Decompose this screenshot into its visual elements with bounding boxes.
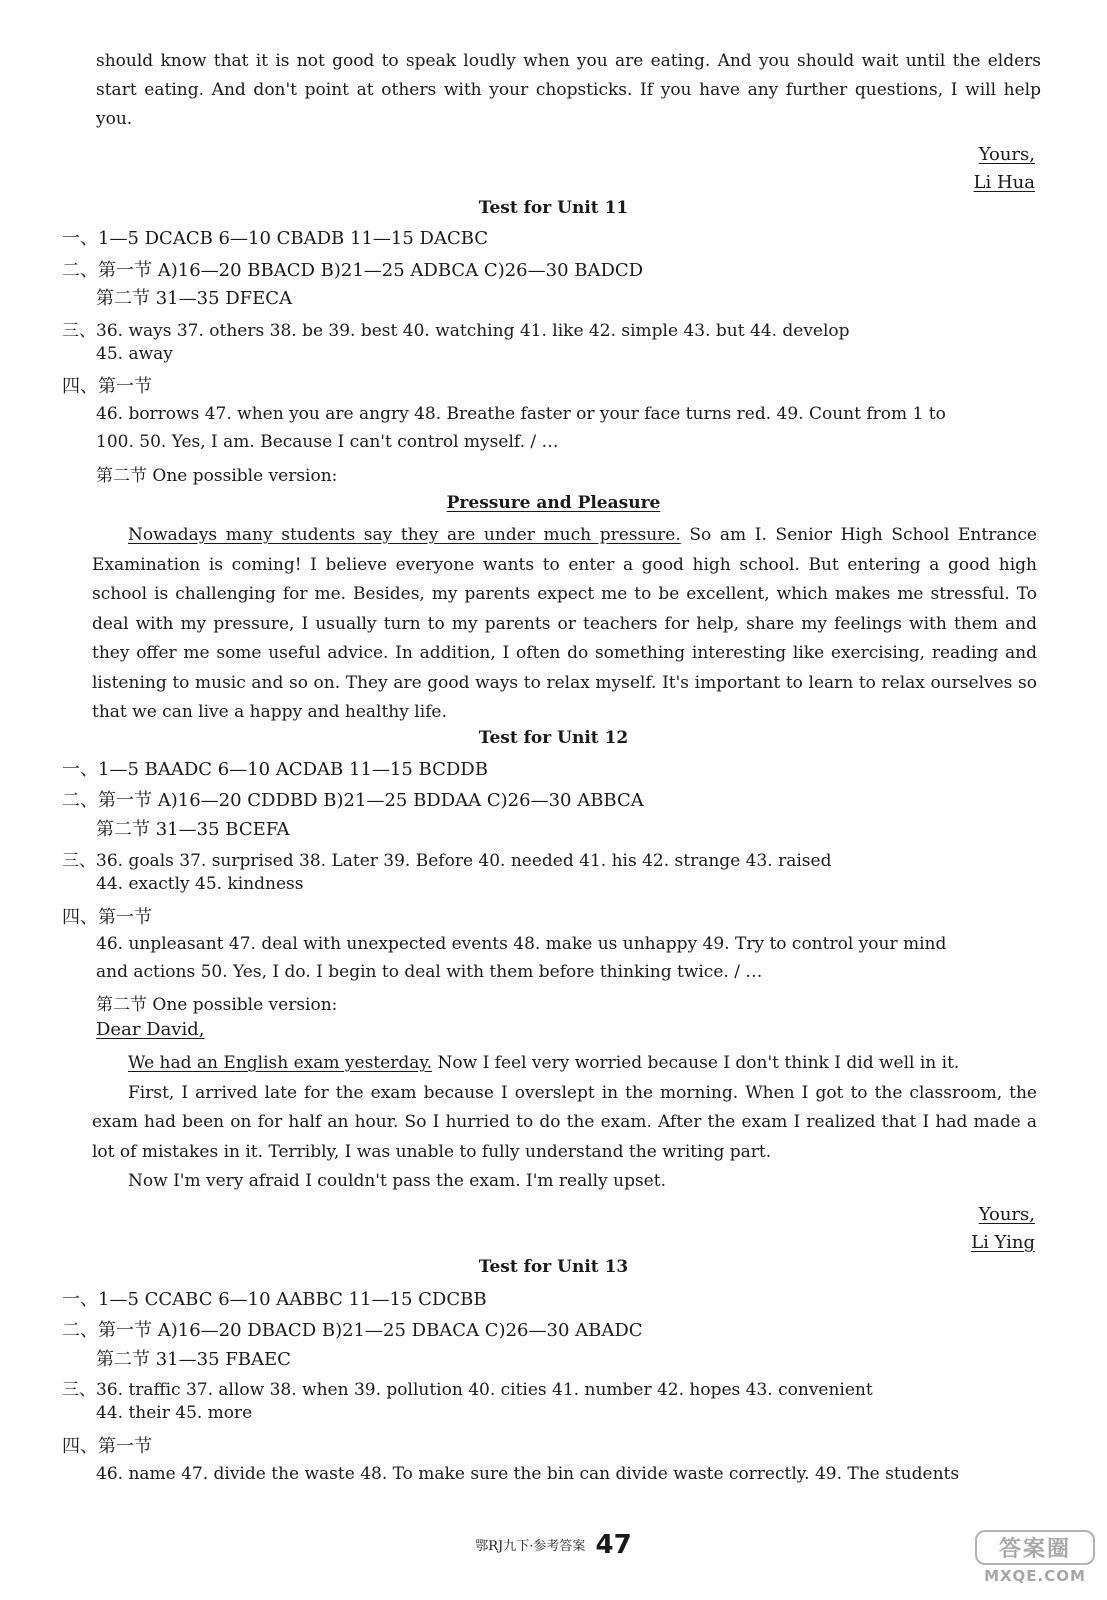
answers-part4-section1-heading: 四、第一节 — [62, 907, 152, 928]
answers-part4-line1: 46. borrows 47. when you are angry 48. Breathe faster or your face turns red. 49. Count from 1 to — [96, 404, 946, 424]
page-footer — [0, 1530, 1107, 1560]
letter-p1-rest: Now I feel very worried because I don't think I did well in it. — [432, 1053, 960, 1073]
letter-paragraph-3: Now I'm very afraid I couldn't pass the exam. I'm really upset. — [128, 1171, 666, 1191]
section-title-unit-11: Test for Unit 11 — [478, 198, 629, 218]
site-watermark — [975, 1530, 1095, 1592]
answers-part3: 三、36. goals 37. surprised 38. Later 39. Before 40. needed 41. his 42. strange 43. raised — [62, 851, 832, 871]
answers-part3: 三、36. ways 37. others 38. be 39. best 40. watching 41. like 42. simple 43. but 44. develop — [62, 321, 850, 341]
answers-part4-line2: and actions 50. Yes, I do. I begin to deal with them before thinking twice. / … — [96, 962, 763, 982]
letter-body — [92, 1049, 1037, 1197]
signer-name: Li Ying — [971, 1232, 1035, 1253]
letter-salutation: Dear David, — [96, 1019, 205, 1040]
answers-part3-cont: 44. their 45. more — [96, 1403, 253, 1423]
page-number: 47 — [595, 1530, 632, 1560]
answers-part4-section1-heading: 四、第一节 — [62, 1436, 152, 1457]
essay-first-sentence: Nowadays many students say they are under much pressure. — [128, 525, 681, 545]
footer-label: 鄂RJ九下·参考答案 — [475, 1539, 586, 1554]
answers-part1: 一、1—5 CCABC 6—10 AABBC 11—15 CDCBB — [62, 1289, 487, 1310]
answers-part2-section1: 二、第一节 A)16—20 CDDBD B)21—25 BDDAA C)26—30 ABBCA — [62, 790, 644, 811]
essay-title: Pressure and Pleasure — [446, 493, 661, 513]
essay-body — [92, 521, 1037, 728]
answers-part3-cont: 45. away — [96, 344, 173, 364]
letter-paragraph-2: First, I arrived late for the exam because I overslept in the morning. When I got to the classroom, the exam had been on for half an hour. So I hurried to do the exam. After the exam I realized that I had made a lot of mistakes in it. Terribly, I was unable to fully understand the writing part. — [92, 1082, 1037, 1162]
letter-first-sentence: We had an English exam yesterday. — [128, 1053, 433, 1073]
answers-part4-line1: 46. unpleasant 47. deal with unexpected events 48. make us unhappy 49. Try to control your mind — [96, 934, 947, 954]
closing: Yours, — [978, 1204, 1035, 1225]
signature-block — [971, 1201, 1035, 1257]
closing: Yours, — [978, 144, 1035, 165]
answers-part2-section1: 二、第一节 A)16—20 BBACD B)21—25 ADBCA C)26—30 BADCD — [62, 260, 644, 281]
section-title-unit-12: Test for Unit 12 — [478, 728, 629, 748]
signer-name: Li Hua — [973, 172, 1035, 193]
answers-part4-section2-heading: 第二节 One possible version: — [96, 995, 338, 1015]
answers-part2-section1: 二、第一节 A)16—20 DBACD B)21—25 DBACA C)26—30 ABADC — [62, 1320, 643, 1341]
answers-part3-cont: 44. exactly 45. kindness — [96, 874, 304, 894]
answers-part3: 三、36. traffic 37. allow 38. when 39. pollution 40. cities 41. number 42. hopes 43. convenient — [62, 1380, 873, 1400]
essay-rest: So am I. Senior High School Entrance Examination is coming! I believe everyone wants to enter a good high school. But entering a good high school is challenging for me. Besides, my parents expect me to be excellent, which makes me stressful. To deal with my pressure, I usually turn to my parents or teachers for help, share my feelings with them and they offer me some useful advice. In addition, I often do something interesting like exercising, reading and listening to music and so on. They are good ways to relax myself. It's important to learn to relax ourselves so that we can live a happy and healthy life. — [92, 525, 1037, 722]
answers-part2-section2: 第二节 31—35 FBAEC — [96, 1349, 291, 1370]
answers-part4-line2: 100. 50. Yes, I am. Because I can't control myself. / … — [96, 432, 559, 452]
answers-part2-section2: 第二节 31—35 DFECA — [96, 288, 293, 309]
answers-part1: 一、1—5 BAADC 6—10 ACDAB 11—15 BCDDB — [62, 759, 488, 780]
watermark-logo-text: 答案圈 — [975, 1530, 1095, 1565]
watermark-url: MXQE.COM — [984, 1567, 1086, 1585]
letter-ending-paragraph: should know that it is not good to speak loudly when you are eating. And you should wait until the elders start eating. And don't point at others with your chopsticks. If you have any further questions, I will help you. — [96, 51, 1041, 129]
signature-block — [974, 141, 1035, 197]
section-title-unit-13: Test for Unit 13 — [478, 1257, 629, 1277]
answers-part4-section2-heading: 第二节 One possible version: — [96, 466, 338, 486]
answers-part4-line1: 46. name 47. divide the waste 48. To make sure the bin can divide waste correctly. 49. The students — [96, 1464, 960, 1484]
answers-part1: 一、1—5 DCACB 6—10 CBADB 11—15 DACBC — [62, 228, 489, 249]
answers-part4-section1-heading: 四、第一节 — [62, 376, 152, 397]
answers-part2-section2: 第二节 31—35 BCEFA — [96, 819, 290, 840]
